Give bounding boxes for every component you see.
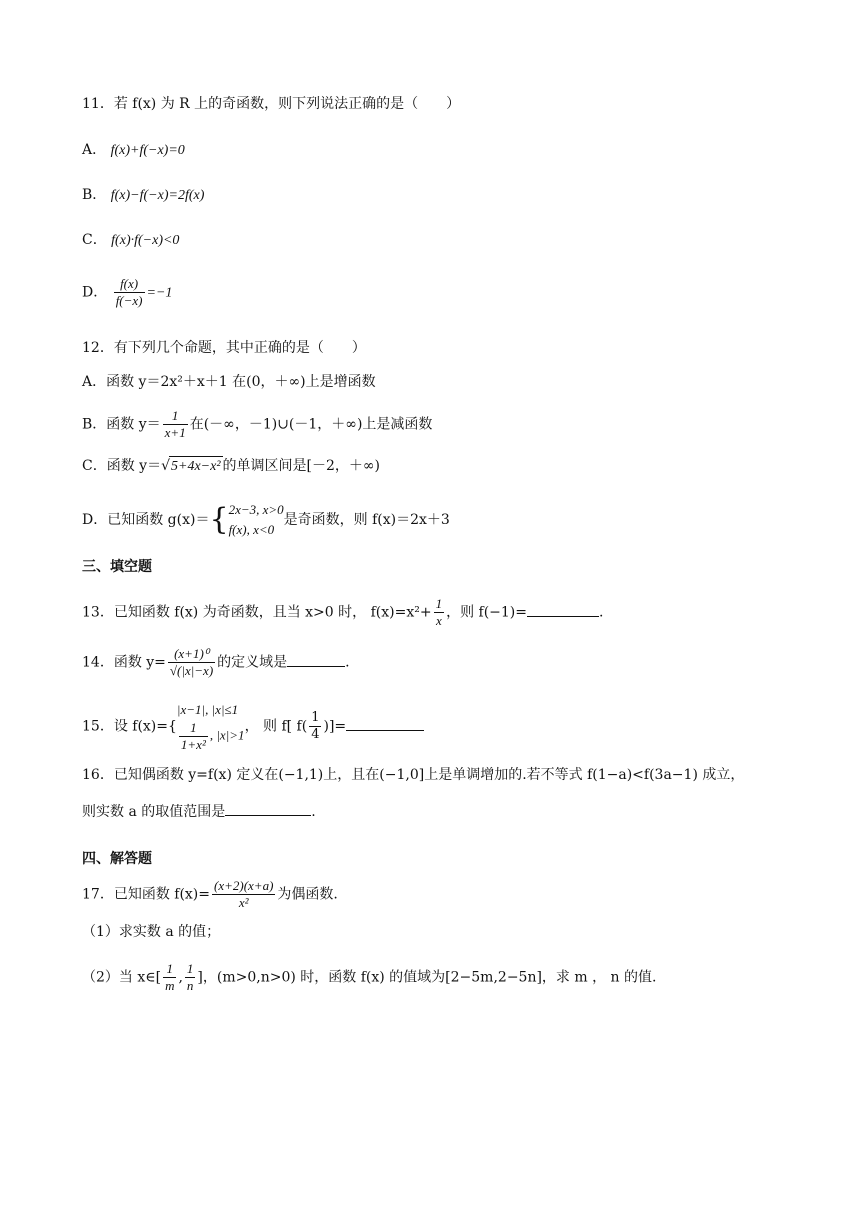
answer-blank[interactable] bbox=[225, 801, 311, 816]
answer-blank[interactable] bbox=[287, 652, 345, 667]
question-12-stem: 12．有下列几个命题，其中正确的是（ ） bbox=[82, 340, 366, 356]
fraction: $\frac{\text{(x+1)⁰}}{√(|x|-x)}$ bbox=[169, 646, 214, 678]
question-14: 14．函数 y= $\frac{\text{(x+1)⁰}}{√(|x|-x)}$ 的定义域是 . bbox=[82, 646, 350, 678]
answer-blank[interactable] bbox=[346, 716, 424, 731]
question-17-part-2: （2）当 x∈[ $\frac{1}{m}$ , $\frac{1}{n}$ ]，(m>0,n>0) 时，函数 f(x) 的值域为[2−5m,2−5n]，求 m ， n 的值. bbox=[82, 961, 657, 993]
piecewise-cases: |x−1|, |x|≤1 $\frac{1}{\text{1+x²}}$ , |x|>1 bbox=[176, 702, 245, 752]
q12-option-b: B．函数 y＝ $\frac{1}{x+1}$ 在(－∞，－1)∪(－1，＋∞)上是减函数 bbox=[82, 408, 433, 440]
q12-option-a: A．函数 y＝2x²＋x＋1 在(0，＋∞)上是增函数 bbox=[82, 374, 376, 390]
option-expr: f(x)·f(−x)<0 bbox=[111, 233, 180, 248]
q11-option-c bbox=[82, 230, 179, 251]
q11-option-d: D． $\frac{f(x)}{f(-x)}$ =−1 bbox=[82, 276, 173, 308]
question-13: 13．已知函数 f(x) 为奇函数，且当 x>0 时， f(x)=x²+ $\frac{1}{x}$ ，则 f(−1)= . bbox=[82, 596, 604, 628]
brace-icon: { bbox=[209, 502, 229, 537]
sqrt-icon: √ bbox=[161, 458, 170, 474]
option-label: D． bbox=[82, 284, 108, 301]
question-17-part-1: （1）求实数 a 的值； bbox=[82, 924, 221, 940]
fraction: $\frac{1}{m}$ bbox=[165, 961, 175, 993]
fraction: $\frac{1}{x+1}$ bbox=[164, 408, 186, 440]
piecewise-cases: 2x−3, x>0 f(x), x<0 bbox=[228, 502, 284, 537]
q12-option-d: D．已知函数 g(x)＝{ 2x−3, x>0 f(x), x<0 是奇函数，则 f(x)＝2x＋3 bbox=[82, 500, 450, 540]
question-16-line-2: 则实数 a 的取值范围是 . bbox=[82, 801, 316, 822]
question-15: 15．设 f(x)={ |x−1|, |x|≤1 $\frac{1}{\text{1+x²}}$ , |x|>1 ， 则 f[ f( $\frac{1}{4}$ )]= bbox=[82, 700, 424, 753]
option-label: B． bbox=[82, 187, 107, 203]
fraction: $\frac{f(x)}{f(-x)}$ bbox=[115, 276, 143, 308]
section-3-heading: 三、填空题 bbox=[82, 559, 152, 575]
option-expr: f(x)+f(−x)=0 bbox=[110, 143, 185, 158]
option-expr: f(x)−f(−x)=2f(x) bbox=[110, 188, 205, 203]
option-label: C． bbox=[82, 232, 107, 248]
q11-option-a bbox=[82, 140, 185, 161]
question-16-line-1: 16．已知偶函数 y=f(x) 定义在(−1,1)上，且在(−1,0]上是单调增加的.若不等式 f(1−a)<f(3a−1) 成立， bbox=[82, 767, 745, 783]
question-17-stem: 17．已知函数 f(x)= $\frac{(x+2)(x+a)}{\text{x²}}$ 为偶函数. bbox=[82, 878, 338, 910]
answer-blank[interactable] bbox=[527, 602, 599, 617]
fraction: $\frac{(x+2)(x+a)}{\text{x²}}$ bbox=[214, 878, 274, 910]
fraction: $\frac{1}{x}$ bbox=[435, 596, 443, 628]
option-label: A． bbox=[82, 142, 107, 158]
fraction: $\frac{1}{4}$ bbox=[311, 710, 320, 742]
fraction: $\frac{1}{n}$ bbox=[186, 961, 194, 993]
q12-option-c: C．函数 y＝√5+4x−x² 的单调区间是[－2，＋∞) bbox=[82, 456, 380, 477]
fraction: $\frac{1}{\text{1+x²}}$ bbox=[180, 720, 206, 752]
q11-option-b bbox=[82, 185, 204, 206]
section-4-heading: 四、解答题 bbox=[82, 851, 152, 867]
question-11-stem: 11．若 f(x) 为 R 上的奇函数，则下列说法正确的是（ ） bbox=[82, 96, 461, 112]
